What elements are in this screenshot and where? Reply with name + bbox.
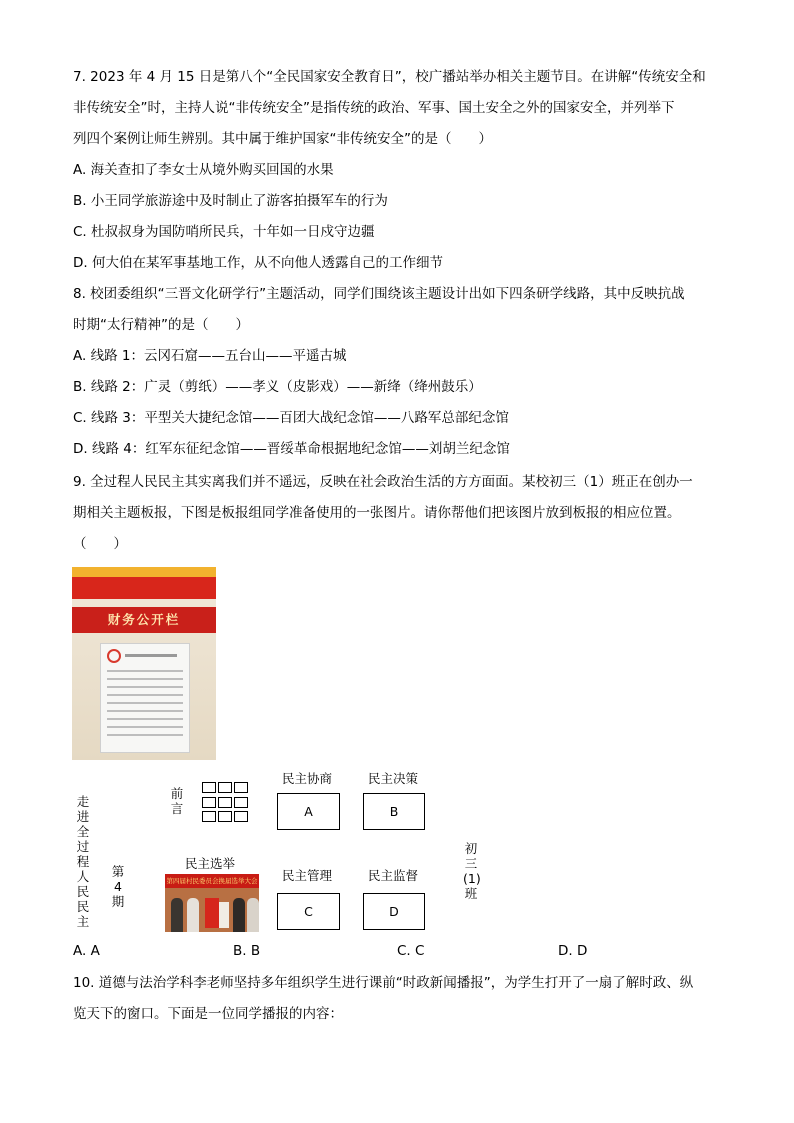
q8-option-c: C. 线路 3：平型关大捷纪念馆——百团大战纪念馆——八路军总部纪念馆	[73, 410, 509, 426]
box-b-letter: B	[389, 804, 399, 819]
preface-grid-cell	[234, 797, 248, 808]
board-issue-label: 第4期	[111, 864, 125, 909]
preface-grid-cell	[202, 797, 216, 808]
box-a-letter: A	[304, 804, 313, 819]
document-row	[107, 718, 183, 720]
person-figure	[187, 898, 199, 932]
box-d-letter: D	[389, 904, 399, 919]
box-b	[363, 793, 425, 830]
election-label: 民主选举	[185, 856, 236, 871]
q9-answer-b: B. B	[233, 943, 261, 959]
person-figure	[247, 898, 259, 932]
q8-option-a: A. 线路 1：云冈石窟——五台山——平遥古城	[73, 348, 347, 364]
election-banner: 第四届村民委员会换届选举大会	[165, 874, 259, 888]
q9-answer-c: C. C	[397, 943, 425, 959]
q9-stem-line-3: （ ）	[73, 536, 127, 552]
q7-option-a: A. 海关查扣了李女士从境外购买回国的水果	[73, 162, 334, 178]
box-c-letter: C	[304, 904, 313, 919]
document-row	[107, 670, 183, 672]
posted-document	[100, 643, 190, 753]
preface-grid-cell	[218, 811, 232, 822]
q7-stem-line-2: 非传统安全”时，主持人说“非传统安全”是指传统的政治、军事、国土安全之外的国家安全，并列举下	[73, 100, 675, 116]
box-b-title: 民主决策	[368, 771, 419, 786]
preface-grid-cell	[218, 797, 232, 808]
board-preface-label: 前言	[170, 786, 184, 816]
document-row	[107, 686, 183, 688]
preface-grid-cell	[202, 782, 216, 793]
q9-answer-a: A. A	[73, 943, 100, 959]
q9-stem-line-2: 期相关主题板报，下图是板报组同学准备使用的一张图片。请你帮他们把该图片放到板报的相应位置。	[73, 505, 681, 521]
q10-stem-line-1: 10. 道德与法治学科李老师坚持多年组织学生进行课前“时政新闻播报”，为学生打开了一扇了解时政、纵	[73, 975, 694, 991]
box-d	[363, 893, 425, 930]
preface-grid-cell	[202, 811, 216, 822]
document-row	[107, 734, 183, 736]
ballot-box-label	[219, 902, 229, 928]
board-class-label: 初三(1)班	[463, 841, 481, 901]
box-c-title: 民主管理	[282, 868, 333, 883]
q7-option-b: B. 小王同学旅游途中及时制止了游客拍摄军车的行为	[73, 193, 388, 209]
q8-option-b: B. 线路 2：广灵（剪纸）——孝义（皮影戏）——新绛（绛州鼓乐）	[73, 379, 482, 395]
finance-banner: 财务公开栏	[72, 607, 216, 633]
person-figure	[233, 898, 245, 932]
document-row	[107, 678, 183, 680]
q7-stem-line-3: 列四个案例让师生辨别。其中属于维护国家“非传统安全”的是（ ）	[73, 131, 492, 147]
q8-stem-line-2: 时期“太行精神”的是（ ）	[73, 317, 249, 333]
q8-option-d: D. 线路 4：红军东征纪念馆——晋绥革命根据地纪念馆——刘胡兰纪念馆	[73, 441, 510, 457]
box-a	[277, 793, 340, 830]
document-row	[107, 702, 183, 704]
document-row	[107, 694, 183, 696]
box-d-title: 民主监督	[368, 868, 419, 883]
seal-icon	[107, 649, 121, 663]
ballot-box	[205, 898, 219, 928]
box-a-title: 民主协商	[282, 771, 333, 786]
q9-answer-d: D. D	[558, 943, 588, 959]
preface-grid-cell	[234, 811, 248, 822]
document-row	[107, 710, 183, 712]
person-figure	[171, 898, 183, 932]
document-header-line	[125, 654, 177, 657]
box-c	[277, 893, 340, 930]
document-row	[107, 726, 183, 728]
q9-stem-line-1: 9. 全过程人民民主其实离我们并不遥远，反映在社会政治生活的方方面面。某校初三（1）班正在创办一	[73, 474, 693, 490]
q7-stem-line-1: 7. 2023 年 4 月 15 日是第八个“全民国家安全教育日”，校广播站举办相关主题节目。在讲解“传统安全和	[73, 69, 706, 85]
q10-stem-line-2: 览天下的窗口。下面是一位同学播报的内容：	[73, 1006, 343, 1022]
board-side-title: 走进全过程人民民主	[76, 794, 90, 929]
preface-grid-cell	[218, 782, 232, 793]
finance-board-photo	[72, 567, 216, 760]
preface-grid-cell	[234, 782, 248, 793]
q7-option-d: D. 何大伯在某军事基地工作，从不向他人透露自己的工作细节	[73, 255, 443, 271]
election-photo	[165, 874, 259, 932]
photo-yellow-strip	[72, 567, 216, 577]
q7-option-c: C. 杜叔叔身为国防哨所民兵，十年如一日戍守边疆	[73, 224, 375, 240]
q8-stem-line-1: 8. 校团委组织“三晋文化研学行”主题活动，同学们围绕该主题设计出如下四条研学线路，其中反映抗战	[73, 286, 685, 302]
